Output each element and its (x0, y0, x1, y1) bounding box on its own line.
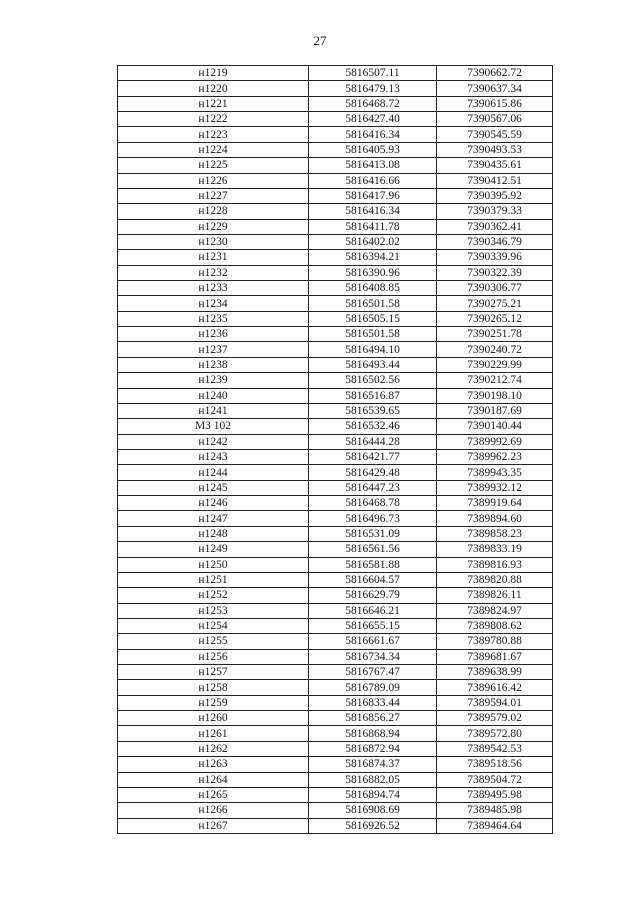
y-coordinate-cell: 7390362.41 (437, 219, 553, 234)
y-coordinate-cell: 7390615.86 (437, 96, 553, 111)
x-coordinate-cell: 5816581.88 (309, 557, 437, 572)
point-id-cell: н1252 (118, 588, 309, 603)
y-coordinate-cell: 7389808.62 (437, 618, 553, 633)
point-id-cell: н1254 (118, 618, 309, 633)
y-coordinate-cell: 7390229.99 (437, 357, 553, 372)
y-coordinate-cell: 7389495.98 (437, 787, 553, 802)
y-coordinate-cell: 7389780.88 (437, 634, 553, 649)
table-row (118, 803, 553, 818)
y-coordinate-cell: 7390662.72 (437, 66, 553, 81)
y-coordinate-cell: 7389820.88 (437, 572, 553, 587)
y-coordinate-cell: 7389485.98 (437, 803, 553, 818)
x-coordinate-cell: 5816604.57 (309, 572, 437, 587)
x-coordinate-cell: 5816856.27 (309, 711, 437, 726)
y-coordinate-cell: 7390322.39 (437, 265, 553, 280)
x-coordinate-cell: 5816494.10 (309, 342, 437, 357)
y-coordinate-cell: 7390265.12 (437, 311, 553, 326)
point-id-cell: н1250 (118, 557, 309, 572)
x-coordinate-cell: 5816416.66 (309, 173, 437, 188)
y-coordinate-cell: 7389518.56 (437, 757, 553, 772)
table-row (118, 342, 553, 357)
table-row (118, 711, 553, 726)
point-id-cell: н1240 (118, 388, 309, 403)
x-coordinate-cell: 5816561.56 (309, 542, 437, 557)
x-coordinate-cell: 5816479.13 (309, 81, 437, 96)
table-row (118, 158, 553, 173)
point-id-cell: н1246 (118, 496, 309, 511)
point-id-cell: н1266 (118, 803, 309, 818)
point-id-cell: н1219 (118, 66, 309, 81)
x-coordinate-cell: 5816493.44 (309, 357, 437, 372)
point-id-cell: н1262 (118, 741, 309, 756)
x-coordinate-cell: 5816882.05 (309, 772, 437, 787)
point-id-cell: н1228 (118, 204, 309, 219)
table-row (118, 188, 553, 203)
point-id-cell: н1234 (118, 296, 309, 311)
y-coordinate-cell: 7390140.44 (437, 419, 553, 434)
table-row (118, 373, 553, 388)
table-row (118, 496, 553, 511)
table-row (118, 449, 553, 464)
point-id-cell: н1247 (118, 511, 309, 526)
table-row (118, 680, 553, 695)
x-coordinate-cell: 5816408.85 (309, 281, 437, 296)
point-id-cell: н1230 (118, 234, 309, 249)
table-row (118, 296, 553, 311)
table-row (118, 81, 553, 96)
x-coordinate-cell: 5816539.65 (309, 403, 437, 418)
table-row (118, 281, 553, 296)
y-coordinate-cell: 7389824.97 (437, 603, 553, 618)
table-row (118, 234, 553, 249)
x-coordinate-cell: 5816447.23 (309, 480, 437, 495)
y-coordinate-cell: 7389992.69 (437, 434, 553, 449)
x-coordinate-cell: 5816789.09 (309, 680, 437, 695)
table-row (118, 741, 553, 756)
point-id-cell: МЗ 102 (118, 419, 309, 434)
point-id-cell: н1222 (118, 112, 309, 127)
x-coordinate-cell: 5816496.73 (309, 511, 437, 526)
table-row (118, 66, 553, 81)
coordinates-table-body (118, 66, 553, 834)
table-row (118, 526, 553, 541)
table-row (118, 757, 553, 772)
x-coordinate-cell: 5816468.72 (309, 96, 437, 111)
table-row (118, 327, 553, 342)
y-coordinate-cell: 7390212.74 (437, 373, 553, 388)
point-id-cell: н1233 (118, 281, 309, 296)
y-coordinate-cell: 7390493.53 (437, 142, 553, 157)
table-row (118, 265, 553, 280)
y-coordinate-cell: 7389542.53 (437, 741, 553, 756)
x-coordinate-cell: 5816411.78 (309, 219, 437, 234)
y-coordinate-cell: 7389858.23 (437, 526, 553, 541)
y-coordinate-cell: 7389919.64 (437, 496, 553, 511)
y-coordinate-cell: 7390379.33 (437, 204, 553, 219)
table-row (118, 618, 553, 633)
point-id-cell: н1241 (118, 403, 309, 418)
point-id-cell: н1238 (118, 357, 309, 372)
point-id-cell: н1249 (118, 542, 309, 557)
x-coordinate-cell: 5816833.44 (309, 695, 437, 710)
point-id-cell: н1257 (118, 665, 309, 680)
point-id-cell: н1231 (118, 250, 309, 265)
x-coordinate-cell: 5816394.21 (309, 250, 437, 265)
y-coordinate-cell: 7390637.34 (437, 81, 553, 96)
x-coordinate-cell: 5816908.69 (309, 803, 437, 818)
y-coordinate-cell: 7389943.35 (437, 465, 553, 480)
point-id-cell: н1253 (118, 603, 309, 618)
point-id-cell: н1226 (118, 173, 309, 188)
table-row (118, 250, 553, 265)
y-coordinate-cell: 7390306.77 (437, 281, 553, 296)
point-id-cell: н1243 (118, 449, 309, 464)
x-coordinate-cell: 5816427.40 (309, 112, 437, 127)
table-row (118, 588, 553, 603)
y-coordinate-cell: 7389638.99 (437, 665, 553, 680)
table-row (118, 603, 553, 618)
table-row (118, 357, 553, 372)
point-id-cell: н1227 (118, 188, 309, 203)
y-coordinate-cell: 7389579.02 (437, 711, 553, 726)
point-id-cell: н1224 (118, 142, 309, 157)
point-id-cell: н1267 (118, 818, 309, 833)
point-id-cell: н1256 (118, 649, 309, 664)
y-coordinate-cell: 7390567.06 (437, 112, 553, 127)
table-row (118, 434, 553, 449)
x-coordinate-cell: 5816390.96 (309, 265, 437, 280)
y-coordinate-cell: 7390435.61 (437, 158, 553, 173)
point-id-cell: н1239 (118, 373, 309, 388)
x-coordinate-cell: 5816444.28 (309, 434, 437, 449)
table-row (118, 634, 553, 649)
x-coordinate-cell: 5816421.77 (309, 449, 437, 464)
x-coordinate-cell: 5816629.79 (309, 588, 437, 603)
point-id-cell: н1221 (118, 96, 309, 111)
table-row (118, 480, 553, 495)
table-row (118, 557, 553, 572)
table-row (118, 219, 553, 234)
y-coordinate-cell: 7389616.42 (437, 680, 553, 695)
table-row (118, 726, 553, 741)
point-id-cell: н1229 (118, 219, 309, 234)
x-coordinate-cell: 5816767.47 (309, 665, 437, 680)
y-coordinate-cell: 7389833.19 (437, 542, 553, 557)
y-coordinate-cell: 7390412.51 (437, 173, 553, 188)
table-row (118, 818, 553, 833)
table-row (118, 572, 553, 587)
x-coordinate-cell: 5816416.34 (309, 127, 437, 142)
x-coordinate-cell: 5816501.58 (309, 327, 437, 342)
point-id-cell: н1244 (118, 465, 309, 480)
y-coordinate-cell: 7389816.93 (437, 557, 553, 572)
point-id-cell: н1263 (118, 757, 309, 772)
x-coordinate-cell: 5816872.94 (309, 741, 437, 756)
y-coordinate-cell: 7389962.23 (437, 449, 553, 464)
x-coordinate-cell: 5816505.15 (309, 311, 437, 326)
table-row (118, 665, 553, 680)
x-coordinate-cell: 5816501.58 (309, 296, 437, 311)
x-coordinate-cell: 5816734.34 (309, 649, 437, 664)
point-id-cell: н1235 (118, 311, 309, 326)
y-coordinate-cell: 7389504.72 (437, 772, 553, 787)
point-id-cell: н1223 (118, 127, 309, 142)
table-row (118, 112, 553, 127)
point-id-cell: н1251 (118, 572, 309, 587)
y-coordinate-cell: 7389894.60 (437, 511, 553, 526)
x-coordinate-cell: 5816416.34 (309, 204, 437, 219)
table-row (118, 388, 553, 403)
x-coordinate-cell: 5816646.21 (309, 603, 437, 618)
y-coordinate-cell: 7390198.10 (437, 388, 553, 403)
table-row (118, 403, 553, 418)
x-coordinate-cell: 5816531.09 (309, 526, 437, 541)
x-coordinate-cell: 5816429.48 (309, 465, 437, 480)
y-coordinate-cell: 7389572.80 (437, 726, 553, 741)
table-row (118, 695, 553, 710)
table-row (118, 787, 553, 802)
x-coordinate-cell: 5816868.94 (309, 726, 437, 741)
x-coordinate-cell: 5816516.87 (309, 388, 437, 403)
x-coordinate-cell: 5816413.08 (309, 158, 437, 173)
y-coordinate-cell: 7390545.59 (437, 127, 553, 142)
table-row (118, 204, 553, 219)
x-coordinate-cell: 5816502.56 (309, 373, 437, 388)
point-id-cell: н1261 (118, 726, 309, 741)
point-id-cell: н1236 (118, 327, 309, 342)
table-row (118, 649, 553, 664)
table-row (118, 311, 553, 326)
x-coordinate-cell: 5816532.46 (309, 419, 437, 434)
y-coordinate-cell: 7390339.96 (437, 250, 553, 265)
point-id-cell: н1265 (118, 787, 309, 802)
point-id-cell: н1264 (118, 772, 309, 787)
x-coordinate-cell: 5816655.15 (309, 618, 437, 633)
point-id-cell: н1245 (118, 480, 309, 495)
point-id-cell: н1260 (118, 711, 309, 726)
point-id-cell: н1259 (118, 695, 309, 710)
table-row (118, 419, 553, 434)
y-coordinate-cell: 7389826.11 (437, 588, 553, 603)
table-row (118, 127, 553, 142)
point-id-cell: н1242 (118, 434, 309, 449)
table-row (118, 542, 553, 557)
point-id-cell: н1248 (118, 526, 309, 541)
x-coordinate-cell: 5816402.02 (309, 234, 437, 249)
x-coordinate-cell: 5816468.78 (309, 496, 437, 511)
y-coordinate-cell: 7389681.67 (437, 649, 553, 664)
y-coordinate-cell: 7390346.79 (437, 234, 553, 249)
y-coordinate-cell: 7390395.92 (437, 188, 553, 203)
y-coordinate-cell: 7390275.21 (437, 296, 553, 311)
point-id-cell: н1255 (118, 634, 309, 649)
table-row (118, 465, 553, 480)
table-row (118, 772, 553, 787)
coordinates-table (117, 65, 553, 834)
y-coordinate-cell: 7389464.64 (437, 818, 553, 833)
x-coordinate-cell: 5816874.37 (309, 757, 437, 772)
x-coordinate-cell: 5816417.96 (309, 188, 437, 203)
x-coordinate-cell: 5816405.93 (309, 142, 437, 157)
table-row (118, 173, 553, 188)
table-row (118, 142, 553, 157)
point-id-cell: н1237 (118, 342, 309, 357)
y-coordinate-cell: 7390251.78 (437, 327, 553, 342)
y-coordinate-cell: 7389594.01 (437, 695, 553, 710)
y-coordinate-cell: 7390187.69 (437, 403, 553, 418)
table-row (118, 96, 553, 111)
x-coordinate-cell: 5816926.52 (309, 818, 437, 833)
x-coordinate-cell: 5816661.67 (309, 634, 437, 649)
point-id-cell: н1258 (118, 680, 309, 695)
point-id-cell: н1220 (118, 81, 309, 96)
table-row (118, 511, 553, 526)
y-coordinate-cell: 7390240.72 (437, 342, 553, 357)
page-number: 27 (313, 33, 327, 48)
y-coordinate-cell: 7389932.12 (437, 480, 553, 495)
point-id-cell: н1232 (118, 265, 309, 280)
x-coordinate-cell: 5816507.11 (309, 66, 437, 81)
x-coordinate-cell: 5816894.74 (309, 787, 437, 802)
point-id-cell: н1225 (118, 158, 309, 173)
